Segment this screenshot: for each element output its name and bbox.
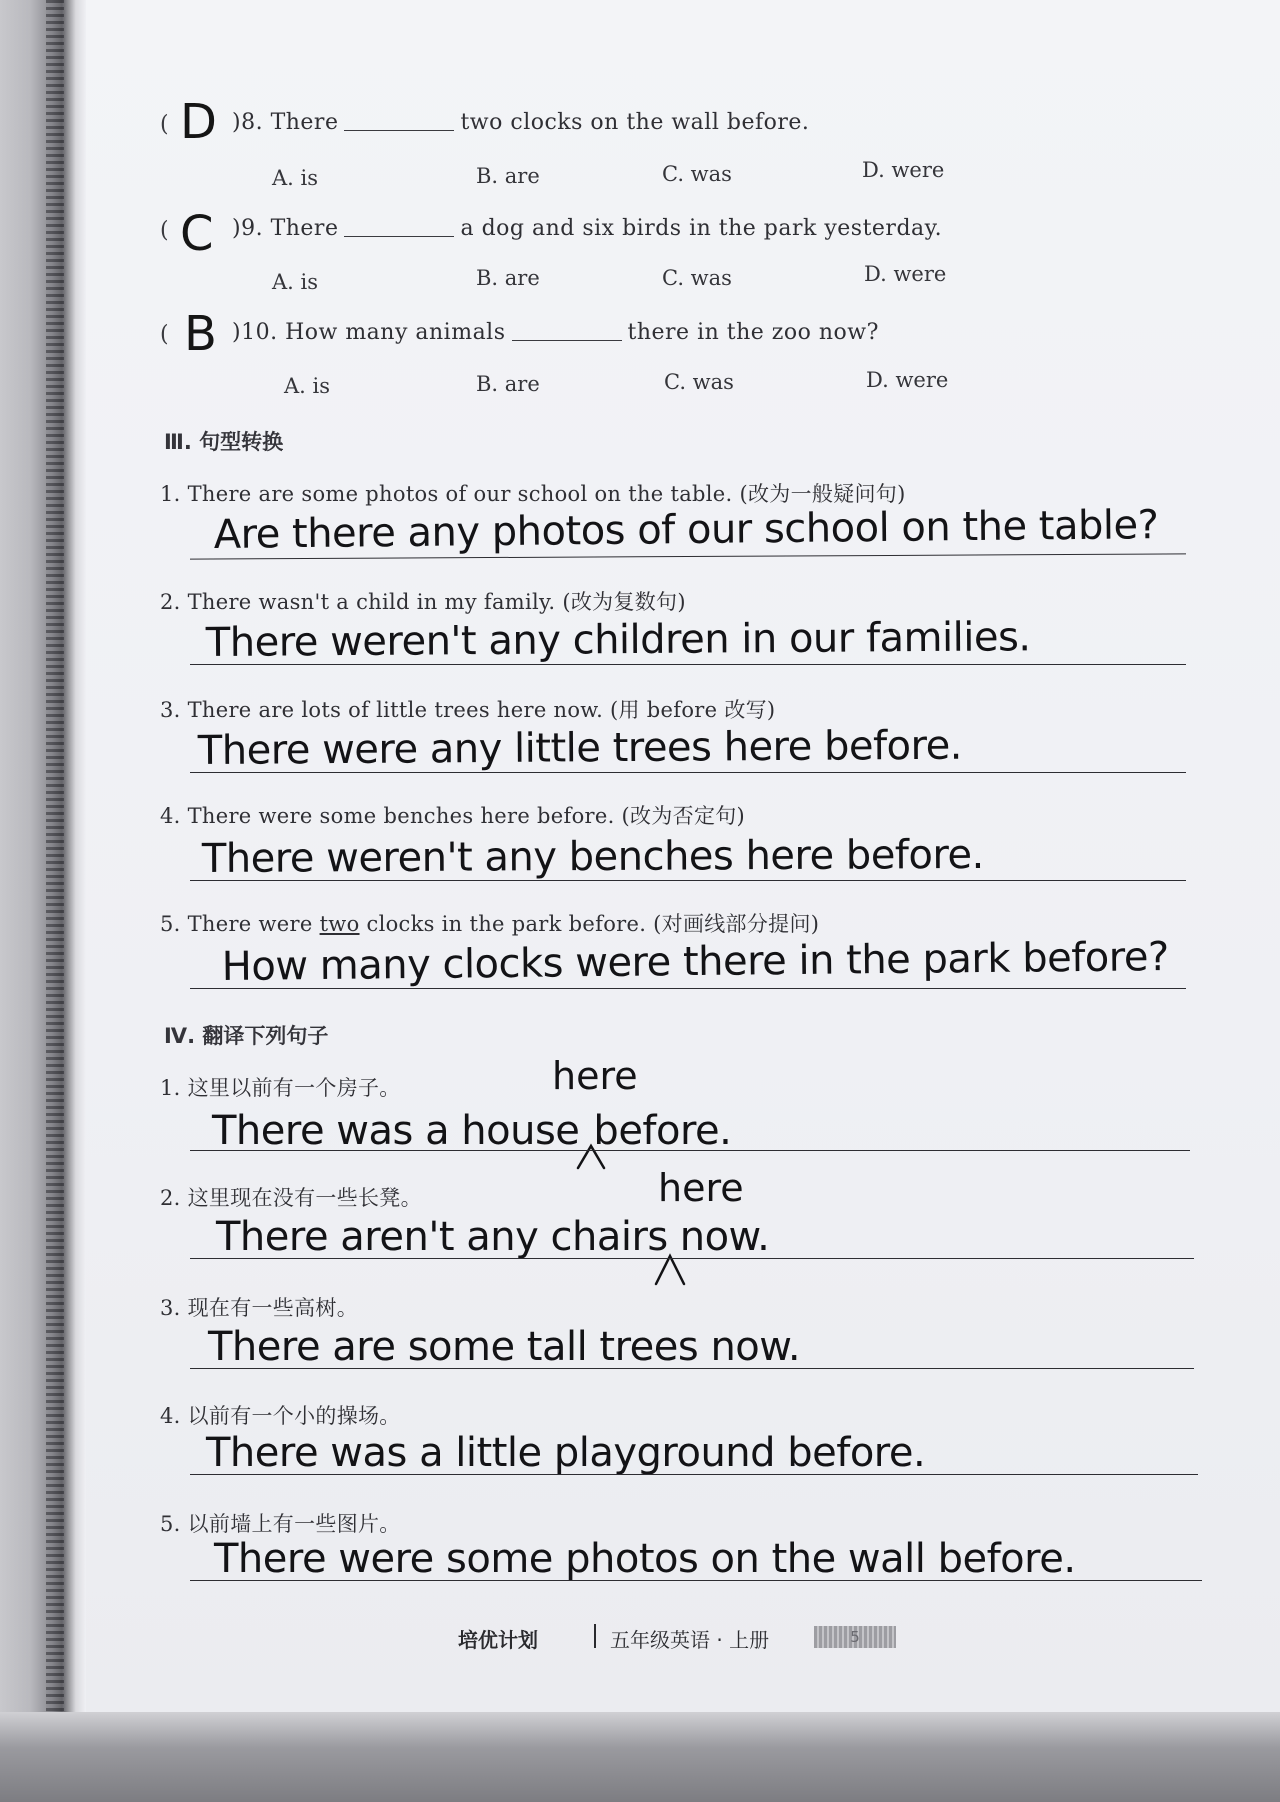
translate-prompt-4: 4. 以前有一个小的操场。 <box>160 1404 401 1428</box>
handwritten-answer-4: There weren't any benches here before. <box>201 831 984 882</box>
insertion-caret <box>576 1142 606 1170</box>
book-series: 五年级英语 · 上册 <box>610 1628 770 1652</box>
handwritten-answer-translate-2 <box>216 1214 769 1260</box>
option-d: D. were <box>862 158 945 182</box>
answer-blank <box>344 216 454 237</box>
stem-after: two clocks on the wall before. <box>460 110 810 135</box>
open-paren: ( <box>160 218 169 243</box>
answer-line <box>190 664 1186 665</box>
answer-part: before. <box>593 1108 732 1154</box>
answer-line <box>190 1580 1202 1581</box>
option-c: C. was <box>662 162 732 186</box>
inserted-word: here <box>552 1054 638 1098</box>
stem-before: )9. There <box>232 216 339 241</box>
brand-logo: 培优计划 <box>458 1628 538 1652</box>
handwritten-answer-translate-3: There are some tall trees now. <box>208 1324 801 1370</box>
option-a: A. is <box>284 374 331 398</box>
handwritten-answer-translate-5: There were some photos on the wall before. <box>214 1536 1076 1582</box>
section-title-sentence-transform: Ⅲ. 句型转换 <box>164 430 284 454</box>
page-number: 5 <box>814 1626 896 1648</box>
page-footer <box>0 1620 1280 1660</box>
answer-line <box>190 988 1186 989</box>
prompt-text: clocks in the park before. (对画线部分提问) <box>359 912 820 936</box>
option-b: B. are <box>476 266 540 290</box>
handwritten-answer-5: How many clocks were there in the park before? <box>221 934 1169 990</box>
answer-line <box>190 1150 1190 1151</box>
transform-prompt-2: 2. There wasn't a child in my family. (改为复数句) <box>160 590 686 614</box>
option-a: A. is <box>272 270 319 294</box>
prompt-text: 5. There were <box>160 912 320 936</box>
translate-prompt-3: 3. 现在有一些高树。 <box>160 1296 359 1320</box>
handwritten-answer: B <box>184 306 217 362</box>
inserted-word: here <box>658 1166 744 1210</box>
section-title-translate: Ⅳ. 翻译下列句子 <box>164 1024 329 1048</box>
stem-before: )8. There <box>232 110 339 135</box>
question-stem <box>232 216 942 241</box>
transform-prompt-3: 3. There are lots of little trees here now. (用 before 改写) <box>160 698 776 722</box>
underlined-word: two <box>319 912 360 936</box>
answer-part: now. <box>679 1214 770 1260</box>
stem-after: there in the zoo now? <box>627 320 879 345</box>
answer-blank <box>512 320 622 341</box>
translate-prompt-5: 5. 以前墙上有一些图片。 <box>160 1512 401 1536</box>
answer-line <box>190 1368 1194 1369</box>
option-c: C. was <box>662 266 732 290</box>
answer-part: There was a house <box>212 1108 580 1154</box>
handwritten-answer-translate-4: There was a little playground before. <box>206 1430 926 1476</box>
footer-divider <box>594 1624 596 1648</box>
handwritten-answer: D <box>180 94 217 150</box>
answer-line <box>190 1258 1194 1259</box>
transform-prompt-1: 1. There are some photos of our school on the table. (改为一般疑问句) <box>160 482 906 506</box>
question-stem <box>232 110 809 135</box>
option-c: C. was <box>664 370 734 394</box>
translate-prompt-1: 1. 这里以前有一个房子。 <box>160 1076 401 1100</box>
open-paren: ( <box>160 322 169 347</box>
stem-after: a dog and six birds in the park yesterday. <box>460 216 943 241</box>
answer-line <box>190 772 1186 773</box>
option-d: D. were <box>866 368 949 392</box>
transform-prompt-4: 4. There were some benches here before. (改为否定句) <box>160 804 746 828</box>
handwritten-answer-translate-1 <box>212 1108 731 1154</box>
answer-blank <box>344 110 454 131</box>
handwritten-answer: C <box>180 206 214 262</box>
option-b: B. are <box>476 164 540 188</box>
translate-prompt-2: 2. 这里现在没有一些长凳。 <box>160 1186 422 1210</box>
answer-part: There aren't any chairs <box>216 1214 668 1260</box>
stem-before: )10. How many animals <box>232 320 506 345</box>
option-d: D. were <box>864 262 947 286</box>
handwritten-answer-2: There weren't any children in our families. <box>205 614 1031 666</box>
question-stem <box>232 320 879 345</box>
option-a: A. is <box>272 166 319 190</box>
option-b: B. are <box>476 372 540 396</box>
answer-line <box>190 1474 1198 1475</box>
desk-surface <box>0 1712 1280 1802</box>
handwritten-answer-3: There were any little trees here before. <box>197 722 963 774</box>
open-paren: ( <box>160 112 169 137</box>
transform-prompt-5 <box>160 908 819 938</box>
handwritten-answer-1: Are there any photos of our school on the table? <box>213 502 1159 558</box>
answer-line <box>190 880 1186 881</box>
